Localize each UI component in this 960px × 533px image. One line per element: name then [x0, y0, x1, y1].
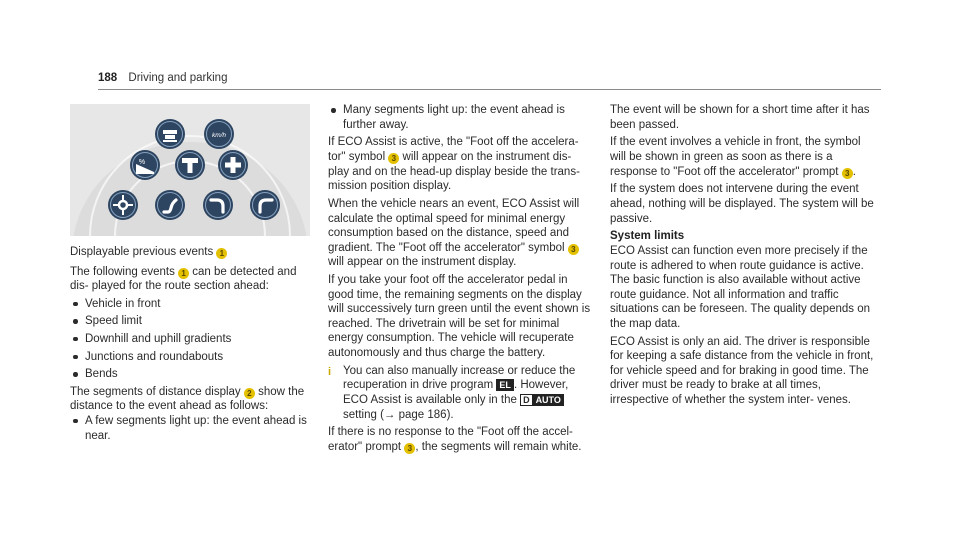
speed-limit-text: km/h	[211, 132, 227, 139]
t-junction-icon	[175, 150, 205, 180]
paragraph-segments: The segments of distance display 2 show the distance to the event ahead as follows:	[70, 385, 305, 413]
marker-3: 3	[568, 244, 579, 255]
crossroads-icon	[218, 150, 248, 180]
marker-1: 1	[178, 268, 189, 279]
marker-3: 3	[388, 153, 399, 164]
page-number: 188	[98, 72, 118, 84]
marker-3: 3	[842, 168, 853, 179]
paragraph-no-response: If there is no response to the "Foot off the accel- erator" prompt 3 , the segments will remain white.	[328, 426, 582, 453]
marker-3: 3	[404, 443, 415, 454]
eco-assist-events-figure	[70, 104, 310, 236]
marker-1: 1	[216, 248, 227, 259]
note: i You can also manually increase or reduce the recuperation in drive program EL . However, ECO Assist is available only in the D AUTO setting (→ page 186).	[328, 364, 576, 421]
list-item: Junctions and roundabouts	[70, 350, 315, 365]
list-item-many-segments: Many segments light up: the event ahead is further away.	[328, 103, 595, 132]
paragraph-limits: ECO Assist can function even more precisely if the route is adhered to when route guidance is active. The basic function is also available without active route guidance. Not all information and traffic situations can be foreseen. The quality depends on the map data.	[610, 244, 870, 330]
paragraph-foot-off: If you take your foot off the accelerator pedal in good time, the remaining segments on the display will successively turn green until the event shown is reached. The drivetrain will be set for minimal energy consumption. The vehicle will recuperate autonomously and thus charge the battery.	[328, 274, 591, 360]
list-item: Vehicle in front	[70, 297, 315, 312]
right-bend-icon	[203, 190, 233, 220]
d-program-key: D	[520, 394, 533, 406]
list-item: Downhill and uphill gradients	[70, 332, 315, 347]
section-heading: System limits	[610, 230, 685, 243]
column-2	[328, 103, 595, 455]
note-icon: i	[328, 365, 332, 378]
list-item: Speed limit	[70, 314, 315, 329]
left-bend-icon	[250, 190, 280, 220]
paragraph-intervene: If the system does not intervene during the event ahead, nothing will be displayed. The system will be passive.	[610, 183, 874, 225]
auto-program-key: AUTO	[533, 394, 564, 406]
gradient-percent-text: %	[138, 159, 146, 166]
paragraph-active: If ECO Assist is active, the "Foot off the accelera- tor" symbol 3 will appear on the instrument dis- play and on the head-up display beside the trans- mission position display.	[328, 136, 580, 193]
paragraph-nears: When the vehicle nears an event, ECO Assist will calculate the optimal speed for minimal energy consumption based on the distance, speed and gradient. The "Foot off the accelerator" symbol 3 will appear on the instrument display.	[328, 197, 580, 269]
paragraph-aid: ECO Assist is only an aid. The driver is responsible for keeping a safe distance from the vehicle in front, for vehicle speed and for braking in good time. The driver must be ready to brake at all times, irrespective of whether the system inter- venes.	[610, 335, 874, 407]
vehicle-in-front-icon	[155, 119, 185, 149]
figure-caption: Displayable previous events 1	[70, 245, 315, 260]
page-header	[98, 72, 227, 84]
section-title: Driving and parking	[128, 72, 228, 84]
paragraph-events: The following events 1 can be detected and dis- played for the route section ahead:	[70, 265, 297, 293]
column-1	[70, 245, 315, 443]
eco-program-key: EL	[496, 379, 514, 391]
paragraph-shown: The event will be shown for a short time after it has been passed.	[610, 104, 870, 131]
downhill-gradient-icon	[130, 150, 160, 180]
list-item-few-segments: A few segments light up: the event ahead is near.	[70, 414, 315, 443]
list-item: Bends	[70, 367, 315, 382]
marker-2: 2	[244, 388, 255, 399]
speed-limit-icon	[204, 119, 234, 149]
roundabout-icon	[108, 190, 138, 220]
paragraph-involves: If the event involves a vehicle in front, the symbol will be shown in green as soon as there is a response to "Foot off the accelerator" prompt 3 .	[610, 136, 861, 178]
s-bend-icon	[155, 190, 185, 220]
header-rule	[98, 89, 881, 90]
column-3	[610, 103, 878, 408]
